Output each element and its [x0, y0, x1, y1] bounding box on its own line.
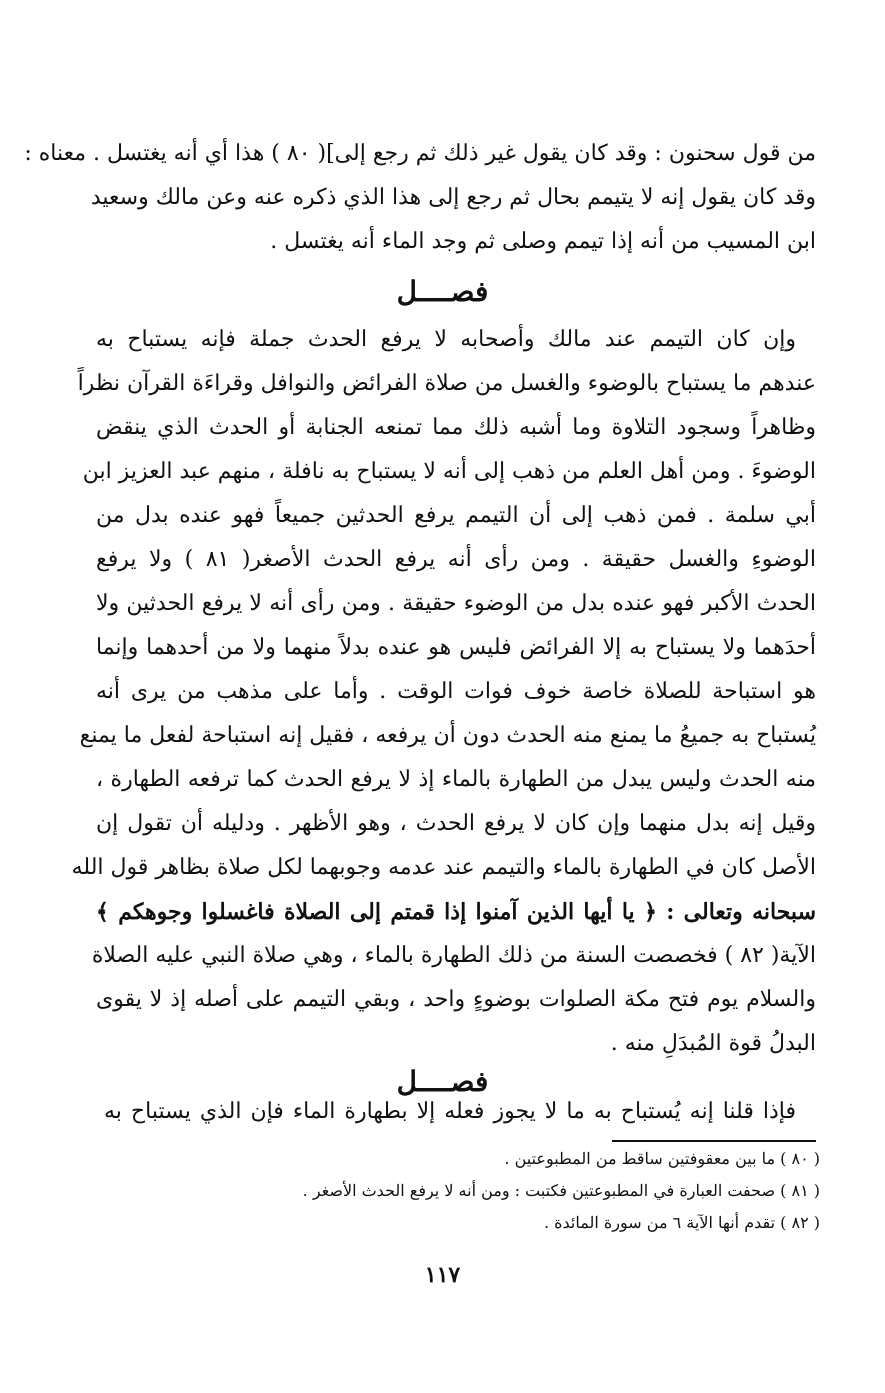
text-line: والسلام يوم فتح مكة الصلوات بوضوءٍ واحد ، وبقي التيمم على أصله إذ لا يقوى — [96, 987, 816, 1012]
text-line: عندهم ما يستباح بالوضوء والغسل من صلاة الفرائض والنوافل وقراءَة القرآن نظراً — [77, 371, 816, 396]
text-line: هو استباحة للصلاة خاصة خوف فوات الوقت . وأما على مذهب من يرى أنه — [96, 679, 816, 704]
section-heading: فصــــل — [396, 275, 489, 308]
section-heading: فصــــل — [396, 1065, 489, 1098]
page-number: ١١٧ — [424, 1262, 461, 1288]
text-line: فإذا قلنا إنه يُستباح به ما لا يجوز فعله إلا بطهارة الماء فإن الذي يستباح به — [104, 1099, 796, 1124]
text-line: وقد كان يقول إنه لا يتيمم بحال ثم رجع إلى هذا الذي ذكره عنه وعن مالك وسعيد — [90, 185, 816, 210]
footnote: ( ٨٢ ) تقدم أنها الآية ٦ من سورة المائدة . — [543, 1213, 820, 1232]
text-line: الآية( ٨٢ ) فخصصت السنة من ذلك الطهارة بالماء ، وهي صلاة النبي عليه الصلاة — [91, 943, 816, 968]
text-line: وقيل إنه بدل منهما وإن كان لا يرفع الحدث ، وهو الأظهر . ودليله أن تقول إن — [96, 811, 816, 836]
text-line: وظاهراً وسجود التلاوة وما أشبه ذلك مما تمنعه الجنابة أو الحدث الذي ينقض — [96, 415, 816, 440]
text-line: أبي سلمة . فمن ذهب إلى أن التيمم يرفع الحدثين جميعاً فهو عنده بدل من — [96, 503, 816, 528]
text-line: وإن كان التيمم عند مالك وأصحابه لا يرفع الحدث جملة فإنه يستباح به — [96, 327, 796, 352]
quran-verse-line: سبحانه وتعالى : ﴿ يا أيها الذين آمنوا إذا قمتم إلى الصلاة فاغسلوا وجوهكم ﴾ — [96, 899, 817, 925]
footnote-separator — [612, 1140, 816, 1142]
text-line: من قول سحنون : وقد كان يقول غير ذلك ثم رجع إلى]( ٨٠ ) هذا أي أنه يغتسل . معناه : — [24, 141, 816, 166]
text-line: الوضوءَ . ومن أهل العلم من ذهب إلى أنه لا يستباح به نافلة ، منهم عبد العزيز ابن — [82, 459, 816, 484]
footnote: ( ٨٠ ) ما بين معقوفتين ساقط من المطبوعتين . — [504, 1149, 820, 1168]
text-line: منه الحدث وليس يبدل من الطهارة بالماء إذ لا يرفع الحدث كما ترفعه الطهارة ، — [96, 767, 816, 792]
text-line: ابن المسيب من أنه إذا تيمم وصلى ثم وجد الماء أنه يغتسل . — [270, 229, 816, 254]
text-line: يُستباح به جميعُ ما يمنع منه الحدث دون أن يرفعه ، فقيل إنه استباحة لفعل ما يمنع — [79, 723, 816, 748]
text-line: الحدث الأكبر فهو عنده بدل من الوضوء حقيقة . ومن رأى أنه لا يرفع الحدثين ولا — [96, 591, 816, 616]
footnote: ( ٨١ ) صحفت العبارة في المطبوعتين فكتبت : ومن أنه لا يرفع الحدث الأصغر . — [302, 1181, 820, 1200]
text-line: أحدَهما ولا يستباح به إلا الفرائض فليس هو عنده بدلاً منهما ولا من أحدهما وإنما — [96, 635, 816, 660]
text-line: البدلُ قوة المُبدَلِ منه . — [610, 1031, 816, 1056]
text-line: الوضوءِ والغسل حقيقة . ومن رأى أنه يرفع الحدث الأصغر( ٨١ ) ولا يرفع — [96, 547, 816, 572]
text-line: الأصل كان في الطهارة بالماء والتيمم عند عدمه وجوبهما لكل صلاة بظاهر قول الله — [71, 855, 816, 880]
